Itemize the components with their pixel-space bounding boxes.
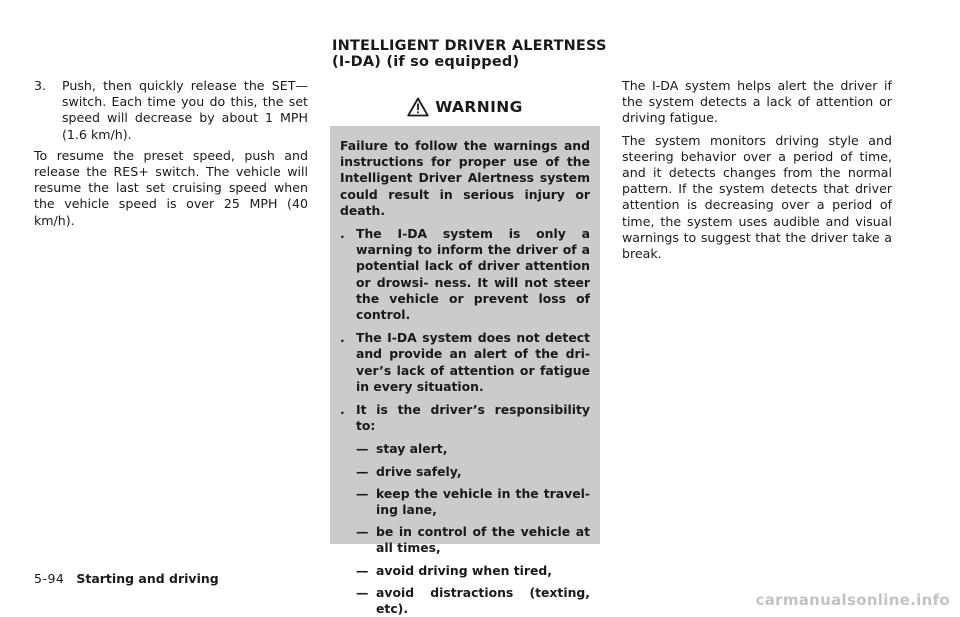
section-heading — [332, 38, 632, 70]
responsibility-item — [356, 563, 590, 579]
warning-box — [330, 88, 600, 617]
dash-marker: — — [356, 562, 369, 578]
step-text: Push, then quickly release the SET— switch. Each time you do this, the set speed will decrease by about 1 MPH (1.6 km/h). — [62, 78, 308, 142]
site-watermark: carmanualsonline.info — [755, 591, 950, 609]
warning-bullet — [340, 330, 590, 395]
warning-bullet — [340, 226, 590, 323]
section-heading-line2: (I-DA) (if so equipped) — [332, 54, 520, 70]
dash-marker: — — [356, 524, 369, 540]
dash-marker: — — [356, 584, 369, 600]
dash-marker: — — [356, 485, 369, 501]
responsibility-item — [356, 524, 590, 556]
responsibility-item — [356, 464, 590, 480]
warning-title: WARNING — [435, 98, 523, 116]
right-column — [622, 78, 892, 268]
section-name: Starting and driving — [76, 571, 219, 586]
responsibility-text: be in control of the vehicle at all times, — [376, 524, 590, 556]
step-number: 3. — [34, 78, 47, 93]
procedure-step — [34, 78, 308, 143]
warning-triangle-icon — [407, 97, 429, 117]
responsibility-text: drive safely, — [376, 463, 462, 479]
section-heading-line1: INTELLIGENT DRIVER ALERTNESS — [332, 38, 607, 54]
responsibility-text: keep the vehicle in the travel- ing lane, — [376, 485, 590, 518]
warning-bullet — [340, 402, 590, 434]
responsibility-text: avoid driving when tired, — [376, 562, 553, 578]
page-footer — [34, 571, 219, 586]
bullet-text: The I-DA system is only a warning to inform the driver of a potential lack of driver attention or drowsi- ness. It will not steer the vehicle or prevent loss of control. — [356, 226, 590, 323]
dash-marker: — — [356, 441, 369, 457]
bullet-text: It is the driver’s responsibility to: — [356, 402, 590, 434]
responsibility-text: stay alert, — [376, 441, 448, 457]
responsibility-item — [356, 441, 590, 457]
warning-header — [330, 88, 600, 126]
bullet-text: The I-DA system does not detect and provide an alert of the dri- ver’s lack of attention or fatigue in every situation. — [356, 330, 590, 394]
bullet-marker: . — [340, 226, 345, 242]
responsibility-item — [356, 486, 590, 518]
bullet-marker: . — [340, 402, 345, 418]
responsibility-item — [356, 585, 590, 617]
page-number: 5-94 — [34, 571, 65, 586]
responsibility-text: avoid distractions (texting, etc). — [376, 584, 590, 617]
ida-intro-paragraph: The I-DA system helps alert the driver if the system detects a lack of attention or driving fatigue. — [622, 78, 892, 126]
warning-body — [330, 126, 600, 617]
resume-speed-paragraph: To resume the preset speed, push and release the RES+ switch. The vehicle will resume the last set cruising speed when the vehicle speed is over 25 MPH (40 km/h). — [34, 147, 308, 228]
bullet-marker: . — [340, 330, 345, 346]
warning-intro: Failure to follow the warnings and instructions for proper use of the Intelligent Driver Alertness system could result in serious injury or death. — [340, 138, 590, 218]
dash-marker: — — [356, 463, 369, 479]
ida-monitoring-paragraph: The system monitors driving style and steering behavior over a period of time, and it detects changes from the normal pattern. If the system detects that driver attention is decreasing over a period of time, the system uses audible and visual warnings to suggest that the driver take a break. — [622, 132, 892, 262]
left-column — [34, 78, 308, 229]
